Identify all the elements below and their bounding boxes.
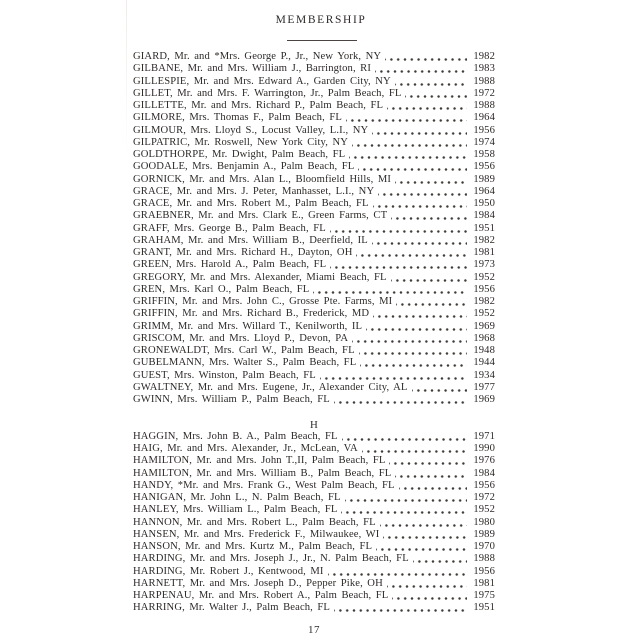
member-entry-row [133, 590, 495, 602]
member-entry-row [133, 100, 495, 112]
dot-leader [378, 186, 467, 198]
dot-leader [389, 455, 467, 467]
member-name: GRIMM, Mr. and Mrs. Willard T., Kenilworth, IL [133, 320, 363, 332]
dot-leader [396, 296, 467, 308]
member-name: GWALTNEY, Mr. and Mrs. Eugene, Jr., Alexander City, AL [133, 381, 408, 393]
member-entry-row [133, 602, 495, 614]
member-entry-row [133, 161, 495, 173]
member-year: 1971 [473, 430, 495, 442]
member-entry-row [133, 296, 495, 308]
member-name: HANNON, Mr. and Mrs. Robert L., Palm Beach, FL [133, 516, 376, 528]
member-name: HARDING, Mr. Robert J., Kentwood, MI [133, 565, 324, 577]
member-entry-row [133, 345, 495, 357]
dot-leader [391, 210, 467, 222]
member-name: GRANT, Mr. and Mrs. Richard H., Dayton, OH [133, 247, 353, 258]
member-entry-row [133, 76, 495, 88]
member-year: 1951 [473, 222, 495, 234]
member-name: GUBELMANN, Mrs. Walter S., Palm Beach, FL [133, 357, 357, 369]
member-year: 1981 [473, 247, 495, 258]
member-year: 1970 [473, 541, 495, 552]
member-name: HANSON, Mr. and Mrs. Kurtz M., Palm Beach, FL [133, 541, 373, 552]
member-entry-row [133, 333, 495, 345]
member-name: GOLDTHORPE, Mr. Dwight, Palm Beach, FL [133, 149, 346, 160]
dot-leader [373, 198, 467, 210]
member-entry-row [133, 394, 495, 406]
member-name: HAGGIN, Mrs. John B. A., Palm Beach, FL [133, 430, 338, 442]
member-name: GRAFF, Mrs. George B., Palm Beach, FL [133, 222, 326, 234]
dot-leader [376, 541, 467, 553]
page-number: 17 [308, 623, 320, 636]
member-entry-row [133, 198, 495, 210]
member-name: HANIGAN, Mr. John L., N. Palm Beach, FL [133, 492, 341, 503]
member-name: HAIG, Mr. and Mrs. Alexander, Jr., McLean, VA [133, 443, 358, 454]
member-entry-row [133, 529, 495, 541]
member-year: 1984 [473, 467, 495, 479]
member-entry-row [133, 174, 495, 186]
member-name: GILLET, Mr. and Mrs. F. Warrington, Jr., Palm Beach, FL [133, 87, 402, 99]
member-year: 1934 [473, 369, 495, 381]
member-name: GILPATRIC, Mr. Roswell, New York City, NY [133, 136, 349, 148]
member-name: HARRING, Mr. Walter J., Palm Beach, FL [133, 602, 331, 614]
member-year: 1952 [473, 271, 495, 283]
member-year: 1956 [473, 124, 495, 136]
member-name: GILMORE, Mrs. Thomas F., Palm Beach, FL [133, 112, 342, 124]
member-year: 1976 [473, 455, 495, 467]
member-name: GRACE, Mr. and Mrs. Robert M., Palm Beach, FL [133, 198, 369, 209]
member-name: GWINN, Mrs. William P., Palm Beach, FL [133, 394, 330, 405]
member-name: GRAEBNER, Mr. and Mrs. Clark E., Green Farms, CT [133, 210, 388, 222]
title-rule [287, 40, 357, 41]
dot-leader [328, 566, 467, 578]
dot-leader [341, 504, 467, 516]
member-year: 1951 [473, 602, 495, 614]
member-name: GREEN, Mrs. Harold A., Palm Beach, FL [133, 259, 327, 271]
dot-leader [358, 161, 467, 173]
member-entry-row [133, 382, 495, 394]
member-year: 1956 [473, 283, 495, 295]
dot-leader [352, 333, 467, 345]
member-entry-row [133, 137, 495, 149]
member-entry-row [133, 468, 495, 480]
dot-leader [391, 272, 467, 284]
dot-leader [334, 394, 467, 406]
member-year: 1952 [473, 308, 495, 320]
dot-leader [387, 578, 467, 590]
member-entry-row [133, 51, 495, 63]
dot-leader [372, 235, 467, 247]
member-entry-row [133, 431, 495, 443]
member-entry-row [133, 259, 495, 271]
member-name: GRACE, Mr. and Mrs. J. Peter, Manhasset, L.I., NY [133, 185, 375, 197]
member-year: 1944 [473, 357, 495, 369]
member-name: GOODALE, Mrs. Benjamin A., Palm Beach, FL [133, 161, 355, 173]
member-entry-row [133, 480, 495, 492]
dot-leader [372, 125, 467, 137]
member-year: 1982 [473, 234, 495, 246]
dot-leader [380, 517, 467, 529]
member-name: GREN, Mrs. Karl O., Palm Beach, FL [133, 283, 310, 295]
dot-leader [412, 382, 468, 394]
member-name: HANLEY, Mrs. William L., Palm Beach, FL [133, 504, 338, 516]
member-name: GREGORY, Mr. and Mrs. Alexander, Miami Beach, FL [133, 271, 387, 283]
member-entry-row [133, 321, 495, 333]
member-year: 1950 [473, 198, 495, 209]
dot-leader [330, 223, 467, 235]
member-entry-row [133, 578, 495, 590]
member-year: 1982 [473, 51, 495, 62]
member-entry-row [133, 149, 495, 161]
dot-leader [387, 100, 467, 112]
member-year: 1980 [473, 516, 495, 528]
member-name: GORNICK, Mr. and Mrs. Alan L., Bloomfield Hills, MI [133, 173, 392, 185]
member-name: GUEST, Mrs. Winston, Palm Beach, FL [133, 369, 316, 381]
member-entry-row [133, 455, 495, 467]
member-year: 1975 [473, 590, 495, 601]
member-year: 1973 [473, 259, 495, 271]
member-year: 1981 [473, 577, 495, 589]
member-year: 1972 [473, 87, 495, 99]
member-entry-row [133, 235, 495, 247]
dot-leader [366, 321, 467, 333]
member-name: HARDING, Mr. and Mrs. Joseph J., Jr., N. Palm Beach, FL [133, 553, 409, 565]
dot-leader [349, 149, 467, 161]
member-entry-row [133, 566, 495, 578]
member-year: 1964 [473, 112, 495, 124]
member-entry-row [133, 517, 495, 529]
member-entry-row [133, 125, 495, 137]
member-year: 1956 [473, 161, 495, 173]
member-name: HANDY, *Mr. and Mrs. Frank G., West Palm Beach, FL [133, 479, 395, 491]
member-year: 1969 [473, 320, 495, 332]
member-year: 1984 [473, 210, 495, 222]
page-crease-line [126, 0, 127, 160]
member-entry-row [133, 112, 495, 124]
dot-leader [399, 480, 467, 492]
member-entry-row [133, 272, 495, 284]
member-entry-row [133, 186, 495, 198]
member-entry-row [133, 553, 495, 565]
member-name: GILLETTE, Mr. and Mrs. Richard P., Palm Beach, FL [133, 100, 384, 111]
member-name: HANSEN, Mr. and Mrs. Frederick F., Milwaukee, WI [133, 528, 380, 540]
member-entry-row [133, 504, 495, 516]
member-year: 1964 [473, 185, 495, 197]
member-year: 1988 [473, 75, 495, 87]
dot-leader [352, 137, 467, 149]
dot-leader [392, 590, 467, 602]
member-name: HARNETT, Mr. and Mrs. Joseph D., Pepper Pike, OH [133, 577, 383, 589]
dot-leader [334, 602, 467, 614]
page-title: MEMBERSHIP [275, 14, 367, 26]
dot-leader [395, 76, 467, 88]
member-entry-row [133, 541, 495, 553]
member-year: 1989 [473, 173, 495, 185]
dot-leader [356, 247, 467, 259]
member-name: GILBANE, Mr. and Mrs. William J., Barrington, RI [133, 63, 372, 75]
member-year: 1988 [473, 100, 495, 111]
dot-leader [360, 357, 467, 369]
member-year: 1982 [473, 296, 495, 307]
member-name: GILLESPIE, Mr. and Mrs. Edward A., Garden City, NY [133, 75, 391, 87]
member-year: 1983 [473, 63, 495, 75]
dot-leader [385, 51, 467, 63]
member-entry-row [133, 443, 495, 455]
member-year: 1972 [473, 492, 495, 503]
member-entry-row [133, 357, 495, 369]
dot-leader [359, 345, 467, 357]
member-name: GRIFFIN, Mr. and Mrs. Richard B., Frederick, MD [133, 308, 370, 320]
dot-leader [375, 63, 467, 75]
member-entry-row [133, 370, 495, 382]
member-year: 1989 [473, 528, 495, 540]
member-entry-row [133, 492, 495, 504]
member-year: 1990 [473, 443, 495, 454]
dot-leader [405, 88, 467, 100]
member-year: 1988 [473, 553, 495, 565]
member-year: 1974 [473, 136, 495, 148]
member-entry-row [133, 88, 495, 100]
member-name: HAMILTON, Mr. and Mrs. William B., Palm Beach, FL [133, 467, 392, 479]
member-name: GRISCOM, Mr. and Mrs. Lloyd P., Devon, PA [133, 332, 349, 344]
dot-leader [383, 529, 467, 541]
member-year: 1958 [473, 149, 495, 160]
member-entry-row [133, 210, 495, 222]
dot-leader [395, 174, 467, 186]
member-year: 1948 [473, 345, 495, 356]
member-name: GILMOUR, Mrs. Lloyd S., Locust Valley, L.I., NY [133, 124, 369, 136]
dot-leader [395, 468, 467, 480]
dot-leader [346, 112, 467, 124]
member-list [133, 51, 495, 615]
member-entry-row [133, 284, 495, 296]
member-name: HAMILTON, Mr. and Mrs. John T.,II, Palm Beach, FL [133, 455, 386, 467]
dot-leader [362, 443, 467, 455]
member-year: 1969 [473, 394, 495, 405]
member-entry-row [133, 223, 495, 235]
dot-leader [313, 284, 467, 296]
member-year: 1956 [473, 565, 495, 577]
member-year: 1968 [473, 332, 495, 344]
dot-leader [373, 308, 467, 320]
dot-leader [320, 370, 467, 382]
member-name: GRAHAM, Mr. and Mrs. William B., Deerfield, IL [133, 234, 368, 246]
member-name: HARPENAU, Mr. and Mrs. Robert A., Palm Beach, FL [133, 590, 389, 601]
member-name: GRIFFIN, Mr. and Mrs. John C., Grosse Pte. Farms, MI [133, 296, 393, 307]
member-entry-row [133, 247, 495, 259]
dot-leader [413, 553, 467, 565]
page-content [133, 14, 495, 636]
member-name: GRONEWALDT, Mrs. Carl W., Palm Beach, FL [133, 345, 355, 356]
dot-leader [330, 259, 467, 271]
member-year: 1977 [473, 381, 495, 393]
section-letter-heading: H [310, 418, 318, 431]
dot-leader [342, 431, 467, 443]
member-name: GIARD, Mr. and *Mrs. George P., Jr., New York, NY [133, 51, 382, 62]
member-entry-row [133, 308, 495, 320]
member-entry-row [133, 63, 495, 75]
member-year: 1956 [473, 479, 495, 491]
dot-leader [345, 492, 467, 504]
member-year: 1952 [473, 504, 495, 516]
